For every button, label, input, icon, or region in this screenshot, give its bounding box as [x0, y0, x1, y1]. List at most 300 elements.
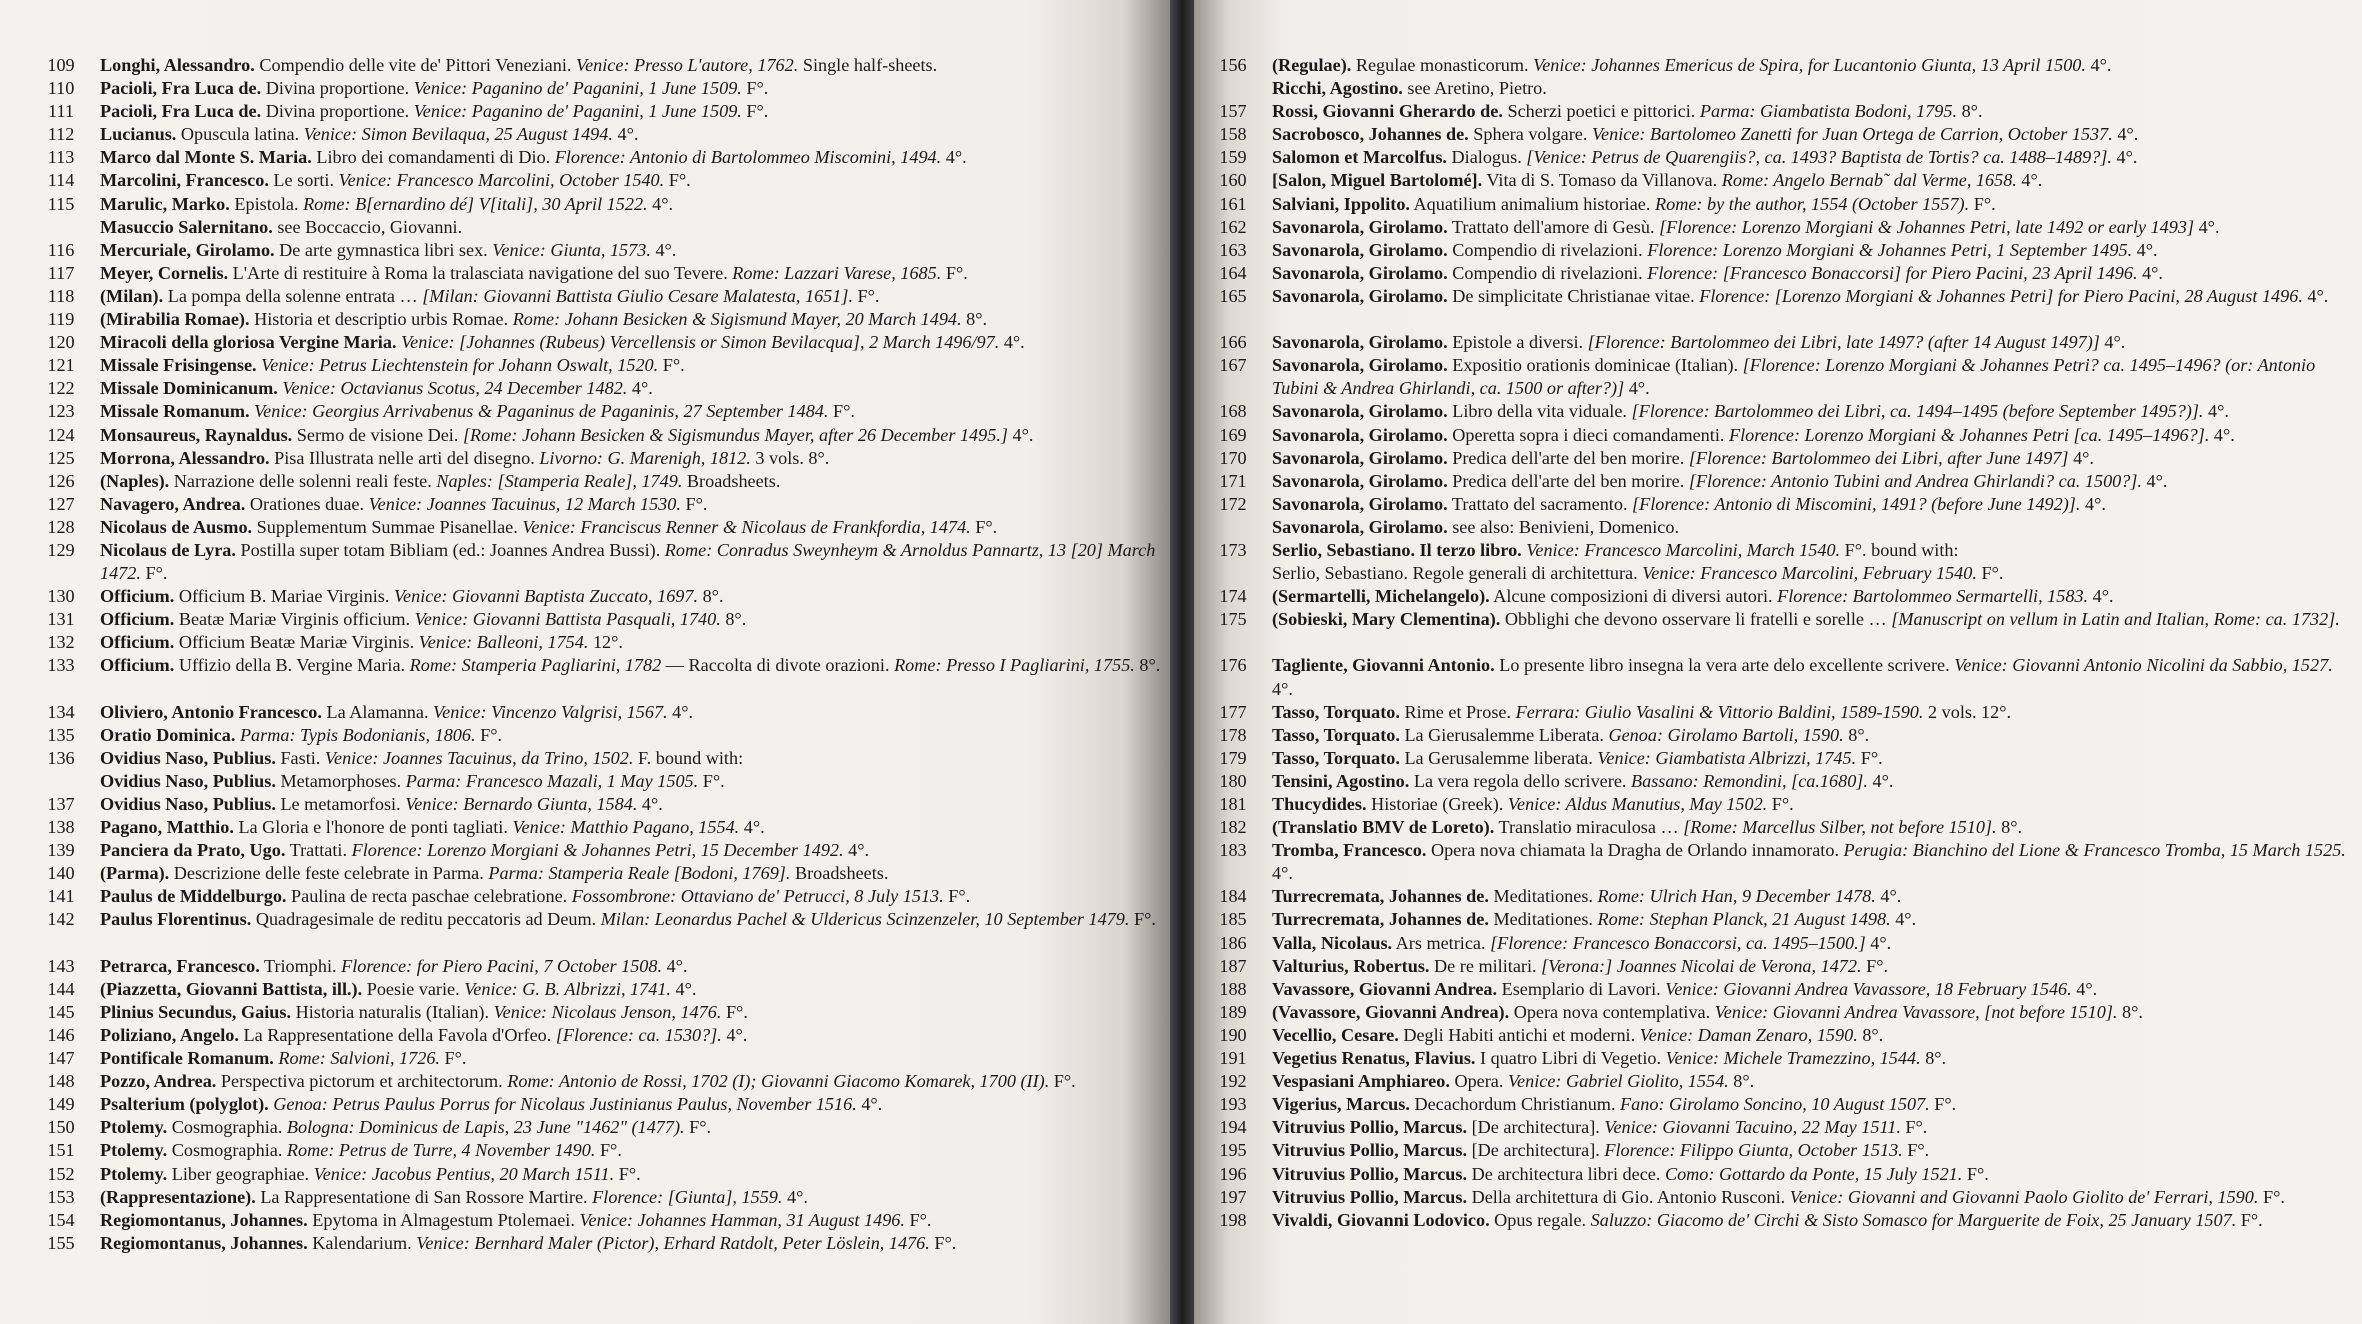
entry-row: [1212, 123, 2354, 146]
entry-format: 8°.: [725, 609, 747, 630]
entry-row: [1212, 146, 2354, 169]
entry-row: [40, 54, 1164, 77]
entry-number: 132: [47, 632, 75, 653]
entry-imprint: Venice: Petrus Liechtenstein for Johann Oswalt, 1520.: [261, 355, 659, 376]
entry-imprint: Bologna: Dominicus de Lapis, 23 June "1462" (1477).: [286, 1117, 685, 1138]
entry-row: [1212, 54, 2354, 77]
entry-format: F°.: [685, 493, 708, 514]
entry-format: 4°.: [617, 124, 639, 145]
entry-imprint: Venice: Nicolaus Jenson, 1476.: [493, 1001, 722, 1022]
entry-author: Tromba, Francesco.: [1272, 840, 1427, 861]
entry-format: 4°.: [2136, 239, 2158, 260]
entry-author: Serlio, Sebastiano. Il terzo libro.: [1272, 539, 1522, 560]
entry-title: Libro della vita viduale.: [1452, 401, 1627, 422]
entry-format: 4°.: [786, 1186, 808, 1207]
entry-format: Single half-sheets.: [802, 55, 938, 75]
entry-number: 161: [1219, 193, 1247, 214]
entry-number: 156: [1219, 55, 1247, 75]
entry-imprint: Venice: Johannes Emericus de Spira, for Lucantonio Giunta, 13 April 1500.: [1533, 55, 2086, 75]
entry-format: 8°.: [1733, 1071, 1755, 1092]
entry-author: Vitruvius Pollio, Marcus.: [1272, 1140, 1468, 1161]
entry-row: [1212, 262, 2354, 285]
entry-author: Officium.: [100, 586, 175, 607]
entry-author: Monsaureus, Raynaldus.: [100, 424, 293, 445]
entry-imprint: [Rome: Marcellus Silber, not before 1510].: [1683, 817, 1997, 838]
entry-row: [40, 1070, 1164, 1093]
entry-number: 170: [1219, 447, 1247, 468]
entry-text: [100, 585, 1164, 608]
entry-number: 179: [1219, 747, 1247, 768]
entry-format: F°.: [909, 1209, 932, 1230]
entry-imprint: Florence: Lorenzo Morgiani & Johannes Petri, 1 September 1495.: [1647, 239, 2133, 260]
entry-author: Lucianus.: [100, 124, 177, 145]
entry-format: 3 vols. 8°.: [755, 447, 830, 468]
entry-text: [1272, 1047, 2354, 1070]
entry-text: [100, 1232, 1164, 1255]
entry-text: [100, 54, 1164, 77]
entry-author: Ricchi, Agostino.: [1272, 78, 1403, 99]
entry-author: Officium.: [100, 632, 175, 653]
entry-author: Savonarola, Girolamo.: [1272, 216, 1448, 237]
entry-author: Ovidius Naso, Publius.: [100, 747, 276, 768]
entry-text: [1272, 262, 2354, 285]
entry-row: [40, 908, 1164, 954]
entry-number: 145: [47, 1001, 75, 1022]
entry-number: 127: [47, 493, 75, 514]
entry-row: [1212, 1001, 2354, 1024]
entry-text: [1272, 100, 2354, 123]
entry-imprint: Naples: [Stamperia Reale], 1749.: [436, 470, 683, 491]
entry-author: Tasso, Torquato.: [1272, 724, 1400, 745]
entry-imprint: [Verona:] Joannes Nicolai de Verona, 1472.: [1541, 955, 1862, 976]
entry-row: [40, 1163, 1164, 1186]
entry-title: Lo presente libro insegna la vera arte delo excellente scrivere.: [1499, 655, 1950, 676]
entry-imprint: Venice: Gabriel Giolito, 1554.: [1507, 1071, 1729, 1092]
entry-imprint: Florence: [Lorenzo Morgiani & Johannes Petri] for Piero Pacini, 28 August 1496.: [1699, 285, 2303, 306]
entry-text: [100, 377, 1164, 400]
entry-title: Opuscula latina.: [180, 124, 300, 145]
entry-row: [1212, 1163, 2354, 1186]
entry-format: 4°.: [666, 955, 688, 976]
entry-format: 4°.: [1012, 424, 1034, 445]
entry-author: (Translatio BMV de Loreto).: [1272, 817, 1495, 838]
entry-title: Historia et descriptio urbis Romae.: [254, 309, 509, 330]
entry-row: [40, 1232, 1164, 1255]
entry-imprint: Venice: Francesco Marcolini, October 1540.: [338, 170, 665, 191]
entry-number: 198: [1219, 1209, 1247, 1230]
entry-author: Savonarola, Girolamo.: [1272, 424, 1448, 445]
entry-row: [1212, 1070, 2354, 1093]
entry-imprint: Ferrara: Giulio Vasalini & Vittorio Baldini, 1589-1590.: [1515, 701, 1924, 722]
entry-author: Meyer, Cornelis.: [100, 262, 229, 283]
entry-number: 147: [47, 1048, 75, 1069]
entry-imprint: Venice: Bernhard Maler (Pictor), Erhard Ratdolt, Peter Löslein, 1476.: [416, 1232, 930, 1253]
entry-author: Ptolemy.: [100, 1163, 168, 1184]
entry-number: 195: [1219, 1140, 1247, 1161]
entry-row: [40, 239, 1164, 262]
entry-format: 4°.: [2198, 216, 2220, 237]
entry-imprint: Florence: Lorenzo Morgiani & Johannes Petri, 15 December 1492.: [351, 840, 844, 861]
entry-title: Beatæ Mariæ Virginis officium.: [178, 609, 411, 630]
entry-title: Obblighi che devono osservare li fratelli e sorelle …: [1504, 609, 1887, 630]
entry-number: 123: [47, 401, 75, 422]
entry-author: Rossi, Giovanni Gherardo de.: [1272, 101, 1503, 122]
entry-row: [1212, 493, 2354, 516]
entry-text: [1272, 747, 2354, 770]
entry-format: 12°.: [592, 632, 623, 653]
entry-title: Compendio di rivelazioni.: [1452, 262, 1643, 283]
entry-text: [1272, 285, 2354, 331]
entry-imprint: Venice: Paganino de' Paganini, 1 June 1509.: [413, 78, 742, 99]
entry-number: 162: [1219, 216, 1247, 237]
entry-imprint: Venice: Giovanni and Giovanni Paolo Giolito de' Ferrari, 1590.: [1789, 1186, 2259, 1207]
entry-row: [40, 424, 1164, 447]
entry-row: [40, 193, 1164, 216]
entry-row: [1212, 169, 2354, 192]
entry-title: Regulae monasticorum.: [1355, 55, 1529, 75]
entry-number: 142: [47, 909, 75, 930]
entry-author: (Rappresentazione).: [100, 1186, 256, 1207]
entry-format: 4°.: [2090, 55, 2112, 75]
entry-author: Masuccio Salernitano.: [100, 216, 273, 237]
entry-author: Marcolini, Francesco.: [100, 170, 269, 191]
entry-imprint: Florence: for Piero Pacini, 7 October 1508.: [341, 955, 663, 976]
entry-text: [1272, 1209, 2354, 1232]
entry-title: Le metamorfosi.: [280, 794, 401, 814]
entry-number: 182: [1219, 817, 1247, 838]
entry-author: Pagano, Matthio.: [100, 817, 234, 838]
entry-text: [100, 908, 1164, 954]
entry-title: Triomphi.: [263, 955, 337, 976]
entry-number: 114: [47, 170, 75, 191]
entry-author: Miracoli della gloriosa Vergine Maria.: [100, 332, 397, 353]
entry-title: Trattato dell'amore di Gesù.: [1451, 216, 1655, 237]
entry-text: [100, 354, 1164, 377]
entry-author: Plinius Secundus, Gaius.: [100, 1001, 292, 1022]
entry-title: Paulina de recta paschae celebratione.: [291, 886, 568, 907]
entry-row: [40, 654, 1164, 700]
entry-title: Metamorphoses.: [280, 770, 402, 791]
entry-number: 151: [47, 1140, 75, 1161]
entry-row: [1212, 77, 2354, 100]
entry-text: [100, 169, 1164, 192]
entry-text: [100, 424, 1164, 447]
entry-title: Postilla super totam Bibliam (ed.: Joannes Andrea Bussi).: [240, 539, 661, 560]
entry-imprint: Rome: Lazzari Varese, 1685.: [732, 262, 942, 283]
entry-title: Le sorti.: [273, 170, 335, 191]
entry-imprint: [Rome: Johann Besicken & Sigismundus Mayer, after 26 December 1495.]: [462, 424, 1008, 445]
entry-author: Nicolaus de Lyra.: [100, 539, 236, 560]
entry-imprint: Venice: G. B. Albrizzi, 1741.: [464, 978, 671, 999]
entry-author: Savonarola, Girolamo.: [1272, 355, 1448, 376]
entry-number: 139: [47, 840, 75, 861]
entry-imprint: Rome: Stephan Planck, 21 August 1498.: [1597, 909, 1891, 930]
entry-number: 137: [47, 794, 75, 814]
entry-number: 188: [1219, 978, 1247, 999]
entry-text: [100, 193, 1164, 216]
entry-number: 141: [47, 886, 75, 907]
entry-imprint: Parma: Francesco Mazali, 1 May 1505.: [405, 770, 699, 791]
entry-title: La Gerusalemme liberata.: [1404, 747, 1593, 768]
entry-number: 126: [47, 470, 75, 491]
entry-title: Predica dell'arte del ben morire.: [1452, 470, 1685, 491]
entry-author: (Sobieski, Mary Clementina).: [1272, 609, 1501, 630]
entry-row: [40, 770, 1164, 793]
entry-number: 143: [47, 955, 75, 976]
entry-number: 138: [47, 817, 75, 838]
entry-format: 4°.: [2076, 978, 2098, 999]
entry-row: [1212, 1093, 2354, 1116]
entry-row: [1212, 1116, 2354, 1139]
entry-text: [1272, 216, 2354, 239]
entry-format: 4°.: [1895, 909, 1917, 930]
entry-text: [1272, 1116, 2354, 1139]
entry-format: F°.: [668, 170, 691, 191]
entry-imprint: Venice: Presso L'autore, 1762.: [576, 55, 799, 75]
entry-number: 178: [1219, 724, 1247, 745]
entry-text: [100, 1116, 1164, 1139]
entry-title: Descrizione delle feste celebrate in Parma.: [173, 863, 484, 884]
entry-author: Tensini, Agostino.: [1272, 770, 1410, 791]
entry-format: 4°.: [1272, 678, 1293, 699]
entry-imprint: [Manuscript on vellum in Latin and Italian, Rome: ca. 1732].: [1891, 609, 2340, 630]
entry-text: [100, 701, 1164, 724]
entry-title: De architectura libri dece.: [1471, 1163, 1661, 1184]
entry-title: La vera regola dello scrivere.: [1413, 770, 1627, 791]
entry-row: [1212, 1024, 2354, 1047]
entry-imprint: Venice: Jacobus Pentius, 20 March 1511.: [313, 1163, 615, 1184]
entry-title: Compendio delle vite de' Pittori Veneziani.: [259, 55, 572, 75]
entry-imprint: Venice: Giovanni Andrea Vavassore, [not before 1510].: [1714, 1001, 2118, 1022]
entry-title: Degli Habiti antichi et moderni.: [1403, 1024, 1636, 1045]
entry-author: Pontificale Romanum.: [100, 1048, 274, 1069]
entry-author: Sacrobosco, Johannes de.: [1272, 124, 1469, 145]
entry-number: 129: [47, 539, 75, 560]
entry-row: [1212, 285, 2354, 331]
entry-format: F°.: [662, 355, 685, 376]
entry-row: [40, 1186, 1164, 1209]
entry-format: 4°.: [2146, 470, 2168, 491]
entry-text: [1272, 793, 2354, 816]
right-entry-list: [1212, 54, 2354, 1232]
entry-text: [1272, 1163, 2354, 1186]
entry-number: 124: [47, 424, 75, 445]
entry-text: [1272, 447, 2354, 470]
entry-imprint: Rome: Johann Besicken & Sigismund Mayer, 20 March 1494.: [512, 309, 962, 330]
entry-author: Vecellio, Cesare.: [1272, 1024, 1399, 1045]
entry-text: [1272, 424, 2354, 447]
entry-imprint: Venice: Joannes Tacuinus, da Trino, 1502.: [324, 747, 634, 768]
entry-number: 149: [47, 1094, 75, 1115]
entry-format: 4°.: [1003, 332, 1025, 353]
entry-author: Tagliente, Giovanni Antonio.: [1272, 655, 1495, 676]
entry-number: 122: [47, 378, 75, 399]
entry-text: [100, 1186, 1164, 1209]
entry-title: Compendio di rivelazioni.: [1452, 239, 1643, 260]
entry-text: [1272, 354, 2354, 400]
entry-text: [1272, 885, 2354, 908]
entry-text: [100, 146, 1164, 169]
entry-author: Paulus de Middelburgo.: [100, 886, 287, 907]
entry-author: Psalterium (polyglot).: [100, 1094, 269, 1115]
entry-row: [40, 447, 1164, 470]
entry-format: 8°.: [2001, 817, 2023, 838]
entry-imprint: Rome: Salvioni, 1726.: [278, 1048, 440, 1069]
entry-imprint: Fossombrone: Ottaviano de' Petrucci, 8 July 1513.: [571, 886, 944, 907]
entry-imprint: Venice: Giambatista Albrizzi, 1745.: [1597, 747, 1857, 768]
entry-text: [100, 539, 1164, 585]
entry-text: [1272, 470, 2354, 493]
entry-author: Tasso, Torquato.: [1272, 701, 1400, 722]
entry-imprint: Parma: Typis Bodonianis, 1806.: [239, 724, 476, 745]
entry-author: Missale Dominicanum.: [100, 378, 278, 399]
entry-format: 4°.: [672, 701, 694, 722]
entry-title: Cosmographia.: [171, 1117, 283, 1138]
entry-text: [1272, 839, 2354, 885]
entry-row: [40, 77, 1164, 100]
entry-title: Historia naturalis (Italian).: [295, 1001, 490, 1022]
entry-title: Liber geographiae.: [171, 1163, 310, 1184]
entry-author: Petrarca, Francesco.: [100, 955, 260, 976]
entry-number: 111: [48, 101, 74, 122]
entry-number: 185: [1219, 909, 1247, 930]
entry-number: 134: [47, 701, 75, 722]
entry-text: [1272, 400, 2354, 423]
entry-author: Pozzo, Andrea.: [100, 1071, 217, 1092]
entry-text: [100, 308, 1164, 331]
entry-title: Divina proportione.: [265, 101, 410, 122]
entry-title: Poesie varie.: [366, 978, 460, 999]
entry-title: Vita di S. Tomaso da Villanova.: [1486, 170, 1718, 191]
entry-format: F°.: [2240, 1209, 2263, 1230]
entry-imprint: Venice: Paganino de' Paganini, 1 June 1509.: [413, 101, 742, 122]
entry-author: (Sermartelli, Michelangelo).: [1272, 586, 1490, 607]
entry-title: Opus regale.: [1494, 1209, 1587, 1230]
entry-number: 118: [47, 285, 75, 306]
entry-imprint: Venice: Johannes Hamman, 31 August 1496.: [579, 1209, 905, 1230]
entry-format: 4°.: [2084, 493, 2106, 514]
entry-format: F°.: [746, 101, 769, 122]
entry-title: Opera nova chiamata la Dragha de Orlando innamorato.: [1430, 840, 1839, 861]
entry-title: Trattati.: [289, 840, 348, 861]
entry-text: [1272, 169, 2354, 192]
entry-author: (Milan).: [100, 285, 164, 306]
entry-text: [100, 654, 1164, 700]
entry-author: Savonarola, Girolamo.: [1272, 332, 1448, 353]
entry-imprint: [Florence: Bartolommeo dei Libri, after June 1497]: [1688, 447, 2069, 468]
entry-imprint: Genoa: Girolamo Bartoli, 1590.: [1608, 724, 1844, 745]
entry-imprint: [Florence: Antonio Tubini and Andrea Ghirlandi? ca. 1500?].: [1688, 470, 2142, 491]
entry-number: 136: [47, 747, 75, 768]
entry-number: 112: [47, 124, 75, 145]
entry-imprint: Genoa: Petrus Paulus Porrus for Nicolaus Justinianus Paulus, November 1516.: [273, 1094, 857, 1115]
entry-title: Orationes duae.: [249, 493, 365, 514]
entry-text: [1272, 239, 2354, 262]
book-gutter: [1170, 0, 1194, 1324]
entry-title: La Gloria e l'honore de ponti tagliati.: [238, 817, 508, 838]
entry-text: [1272, 724, 2354, 747]
entry-imprint: Venice: [Johannes (Rubeus) Vercellensis or Simon Bevilacqua], 2 March 1496/97.: [401, 332, 1000, 353]
entry-imprint: Venice: Balleoni, 1754.: [418, 632, 589, 653]
entry-number: 146: [47, 1024, 75, 1045]
entry-author: Savonarola, Girolamo.: [1272, 239, 1448, 260]
entry-title: Libro dei comandamenti di Dio.: [316, 147, 551, 168]
entry-format: 4°.: [1628, 378, 1650, 399]
entry-number: 121: [47, 355, 75, 376]
entry-format: F°.: [1053, 1071, 1076, 1092]
entry-format: F°.: [945, 262, 968, 283]
entry-title: Epistola.: [234, 193, 299, 214]
entry-text: [100, 123, 1164, 146]
entry-title: Pisa Illustrata nelle arti del disegno.: [274, 447, 535, 468]
entry-row: [1212, 1209, 2354, 1232]
entry-imprint: Perugia: Bianchino del Lione & Francesco Tromba, 15 March 1525.: [1843, 840, 2346, 861]
entry-format: 4°.: [655, 239, 677, 260]
entry-row: [1212, 424, 2354, 447]
entry-row: [40, 816, 1164, 839]
entry-text: [1272, 701, 2354, 724]
right-page: [1194, 0, 2362, 1324]
entry-number: 157: [1219, 101, 1247, 122]
entry-format: F°.: [702, 770, 725, 791]
entry-text: [1272, 1139, 2354, 1162]
entry-format: F°.: [689, 1117, 712, 1138]
entry-imprint: Fano: Girolamo Soncino, 10 August 1507.: [1620, 1094, 1930, 1115]
entry-text: [100, 493, 1164, 516]
entry-format: F°.: [725, 1001, 748, 1022]
entry-row: [40, 978, 1164, 1001]
entry-row: [40, 747, 1164, 770]
entry-author: Serlio, Sebastiano.: [1272, 563, 1408, 584]
entry-text: [100, 470, 1164, 493]
entry-row: [1212, 539, 2354, 562]
entry-author: Poliziano, Angelo.: [100, 1024, 239, 1045]
entry-number: [40, 216, 100, 239]
entry-number: 131: [47, 609, 75, 630]
entry-row: [40, 631, 1164, 654]
entry-author: Navagero, Andrea.: [100, 493, 246, 514]
entry-number: 117: [47, 262, 75, 283]
entry-author: Savonarola, Girolamo.: [1272, 516, 1448, 537]
entry-number: 191: [1219, 1048, 1247, 1069]
entry-text: [1272, 816, 2354, 839]
entry-imprint: Como: Gottardo da Ponte, 15 July 1521.: [1664, 1163, 1963, 1184]
entry-format: 4°.: [2073, 447, 2094, 468]
entry-format: F°.: [1866, 955, 1889, 976]
entry-row: [1212, 608, 2354, 654]
entry-number: 160: [1219, 170, 1247, 191]
entry-title: [De architectura].: [1471, 1140, 1600, 1161]
entry-format: F°.: [2262, 1186, 2285, 1207]
entry-format: 4°.: [1880, 886, 1902, 907]
entry-row: [1212, 1186, 2354, 1209]
entry-row: [40, 1116, 1164, 1139]
entry-title: Ars metrica.: [1395, 932, 1486, 953]
entry-imprint: Venice: Daman Zenaro, 1590.: [1639, 1024, 1858, 1045]
entry-number: 187: [1219, 955, 1247, 976]
entry-author: Savonarola, Girolamo.: [1272, 262, 1448, 283]
entry-row: [40, 885, 1164, 908]
entry-row: [1212, 447, 2354, 470]
entry-title: Divina proportione.: [265, 78, 410, 99]
entry-format: Broadsheets.: [794, 863, 889, 884]
entry-author: Valla, Nicolaus.: [1272, 932, 1393, 953]
entry-author: Pacioli, Fra Luca de.: [100, 78, 262, 99]
entry-format: F°.: [145, 563, 168, 584]
entry-row: [1212, 908, 2354, 931]
entry-author: Turrecremata, Johannes de.: [1272, 909, 1489, 930]
entry-text: [100, 216, 1164, 239]
